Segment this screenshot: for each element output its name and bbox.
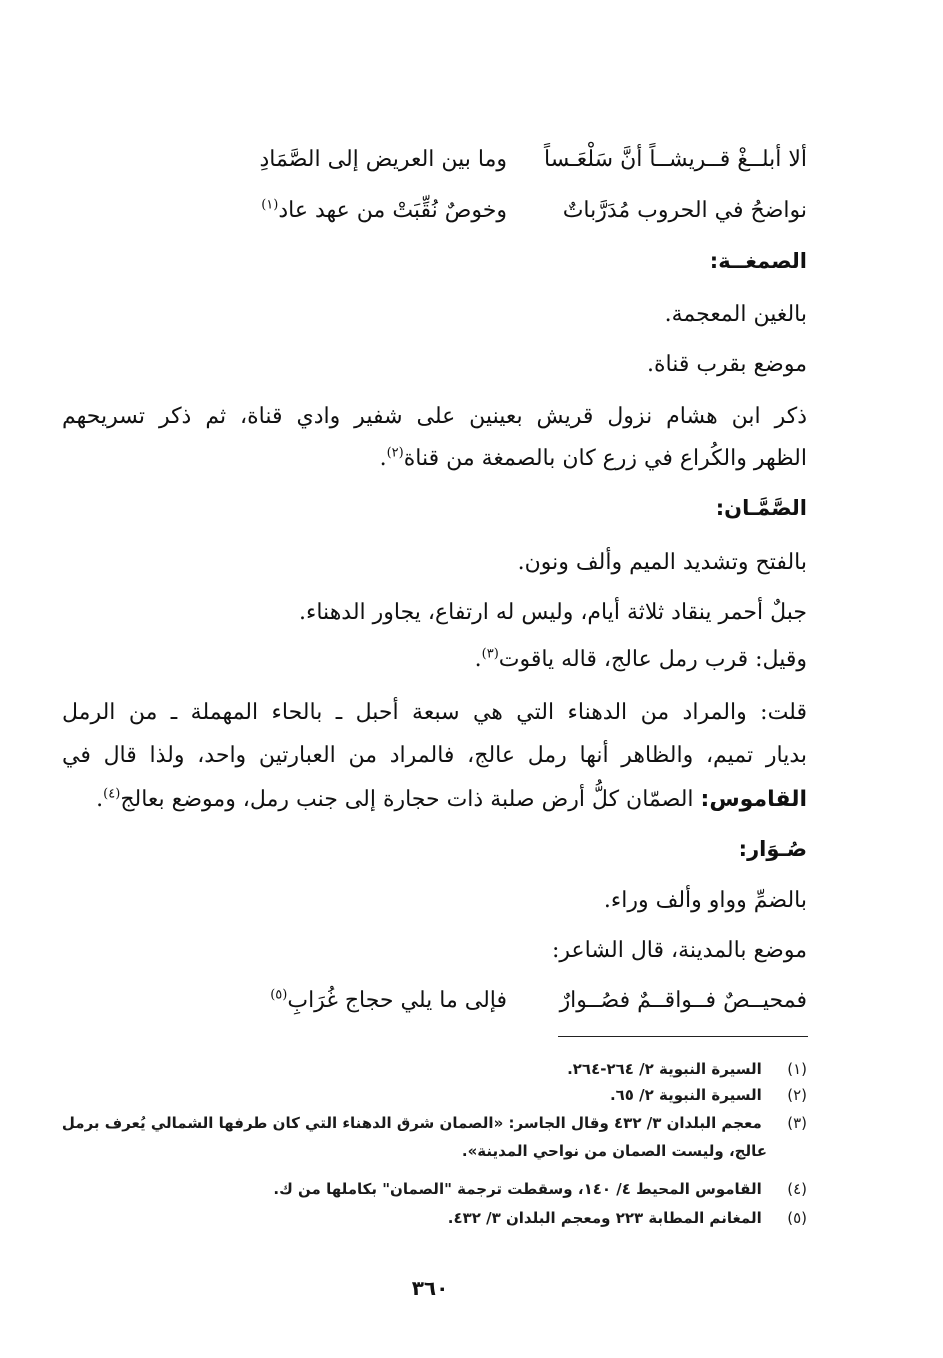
entry-samman-line-1: بالفتح وتشديد الميم وألف ونون. <box>517 550 807 575</box>
period: . <box>474 647 482 672</box>
footnote-2 <box>610 1084 807 1106</box>
period: . <box>96 787 104 812</box>
period: . <box>379 446 387 471</box>
footnote-text: السيرة النبوية ٢/ ٦٥. <box>609 1086 762 1104</box>
footnote-text: المغانم المطابة ٢٢٣ ومعجم البلدان ٣/ ٤٣٢. <box>447 1209 762 1227</box>
footnote-number: (٤) <box>787 1180 807 1198</box>
entry-samgha-line-2: موضع بقرب قناة. <box>646 352 807 377</box>
entry-samman-paragraph-line-1: قلت: والمراد من الدهناء التي هي سبعة أحبل ـ بالحاء المهملة ـ من الرمل <box>62 700 807 725</box>
entry-suwar-line-1: بالضمِّ وواو وألف وراء. <box>603 888 807 913</box>
footnote-separator <box>558 1036 808 1037</box>
footnote-4 <box>273 1178 807 1200</box>
entry-heading-samgha: الصمغــة: <box>709 249 807 273</box>
verse-2-second-hemistich <box>261 196 507 226</box>
footnote-number: (٥) <box>787 1209 807 1227</box>
footnote-text: السيرة النبوية ٢/ ٢٦٤-٢٦٤. <box>567 1060 762 1078</box>
line-text: وقيل: قرب رمل عالج، قاله ياقوت <box>498 647 807 672</box>
footnote-ref-1[interactable]: (١) <box>261 197 279 213</box>
footnote-number: (٣) <box>787 1114 807 1132</box>
poem-verse-1 <box>260 145 808 175</box>
entry-heading-samman: الصَّمَّـان: <box>715 496 807 520</box>
paragraph-text: الصمّان كلُّ أرض صلبة ذات حجارة إلى جنب رمل، وموضع بعالج <box>120 787 701 812</box>
footnote-ref-3[interactable]: (٣) <box>481 646 499 662</box>
footnote-ref-2[interactable]: (٢) <box>386 445 404 461</box>
page-number: ٣٦٠ <box>411 1276 449 1300</box>
verse-2-second-text: وخوصٌ نُقِّبَتْ من عهد عاد <box>278 198 507 223</box>
footnote-5 <box>448 1207 807 1229</box>
footnote-ref-5[interactable]: (٥) <box>270 987 288 1003</box>
entry-suwar-line-2: موضع بالمدينة، قال الشاعر: <box>552 938 807 963</box>
entry-samman-paragraph-line-2: بديار تميم، والظاهر أنها رمل عالج، فالمراد من العبارتين واحد، ولذا قال في <box>62 743 807 768</box>
entry-heading-suwar: صُـوَار: <box>738 837 807 861</box>
entry-samgha-paragraph-line-2 <box>380 444 807 474</box>
paragraph-text: الظهر والكُراع في زرع كان بالصمغة من قناة <box>403 446 807 471</box>
entry-samman-line-2: جبلٌ أحمر ينقاد ثلاثة أيام، وليس له ارتفاع، يجاور الدهناء. <box>299 600 807 625</box>
footnote-3-continuation: عالج، وليست الصمان من نواحي المدينة». <box>461 1142 767 1160</box>
footnote-ref-4[interactable]: (٤) <box>103 786 121 802</box>
footnote-number: (١) <box>787 1060 807 1078</box>
footnote-3 <box>62 1112 807 1134</box>
verse-3-second-hemistich <box>270 986 507 1016</box>
entry-samgha-line-1: بالغين المعجمة. <box>664 302 807 327</box>
verse-1-second-hemistich: وما بين العريض إلى الصَّمَادِ <box>259 147 507 172</box>
source-name-qamus: القاموس: <box>700 787 807 812</box>
entry-samgha-paragraph-line-1: ذكر ابن هشام نزول قريش بعينين على شفير وادي قناة، ثم ذكر تسريحهم <box>62 404 807 429</box>
footnote-1 <box>567 1058 807 1080</box>
verse-3-second-text: فإلى ما يلي حجاج غُرَابِ <box>287 988 507 1013</box>
poem-verse-3 <box>270 986 807 1016</box>
footnote-text: معجم البلدان ٣/ ٤٣٢ وقال الجاسر: «الصمان شرق الدهناء التي كان طرفها الشمالي يُعرف برمل <box>61 1114 762 1132</box>
footnote-text: القاموس المحيط ٤/ ١٤٠، وسقطت ترجمة "الصمان" بكاملها من ك. <box>273 1180 762 1198</box>
footnote-number: (٢) <box>787 1086 807 1104</box>
verse-3-first-hemistich: فمحيــصٌ فــواقــمٌ فصُــوارٌ <box>559 988 807 1013</box>
poem-verse-2 <box>261 196 807 226</box>
verse-1-first-hemistich: ألا أبلــغْ قــريشــاً أنَّ سَلْعَـساً <box>543 147 807 172</box>
entry-samman-paragraph-line-3 <box>96 785 807 815</box>
entry-samman-line-3 <box>475 645 807 675</box>
verse-2-first-hemistich: نواضحُ في الحروب مُدَرَّباتٌ <box>562 198 807 223</box>
